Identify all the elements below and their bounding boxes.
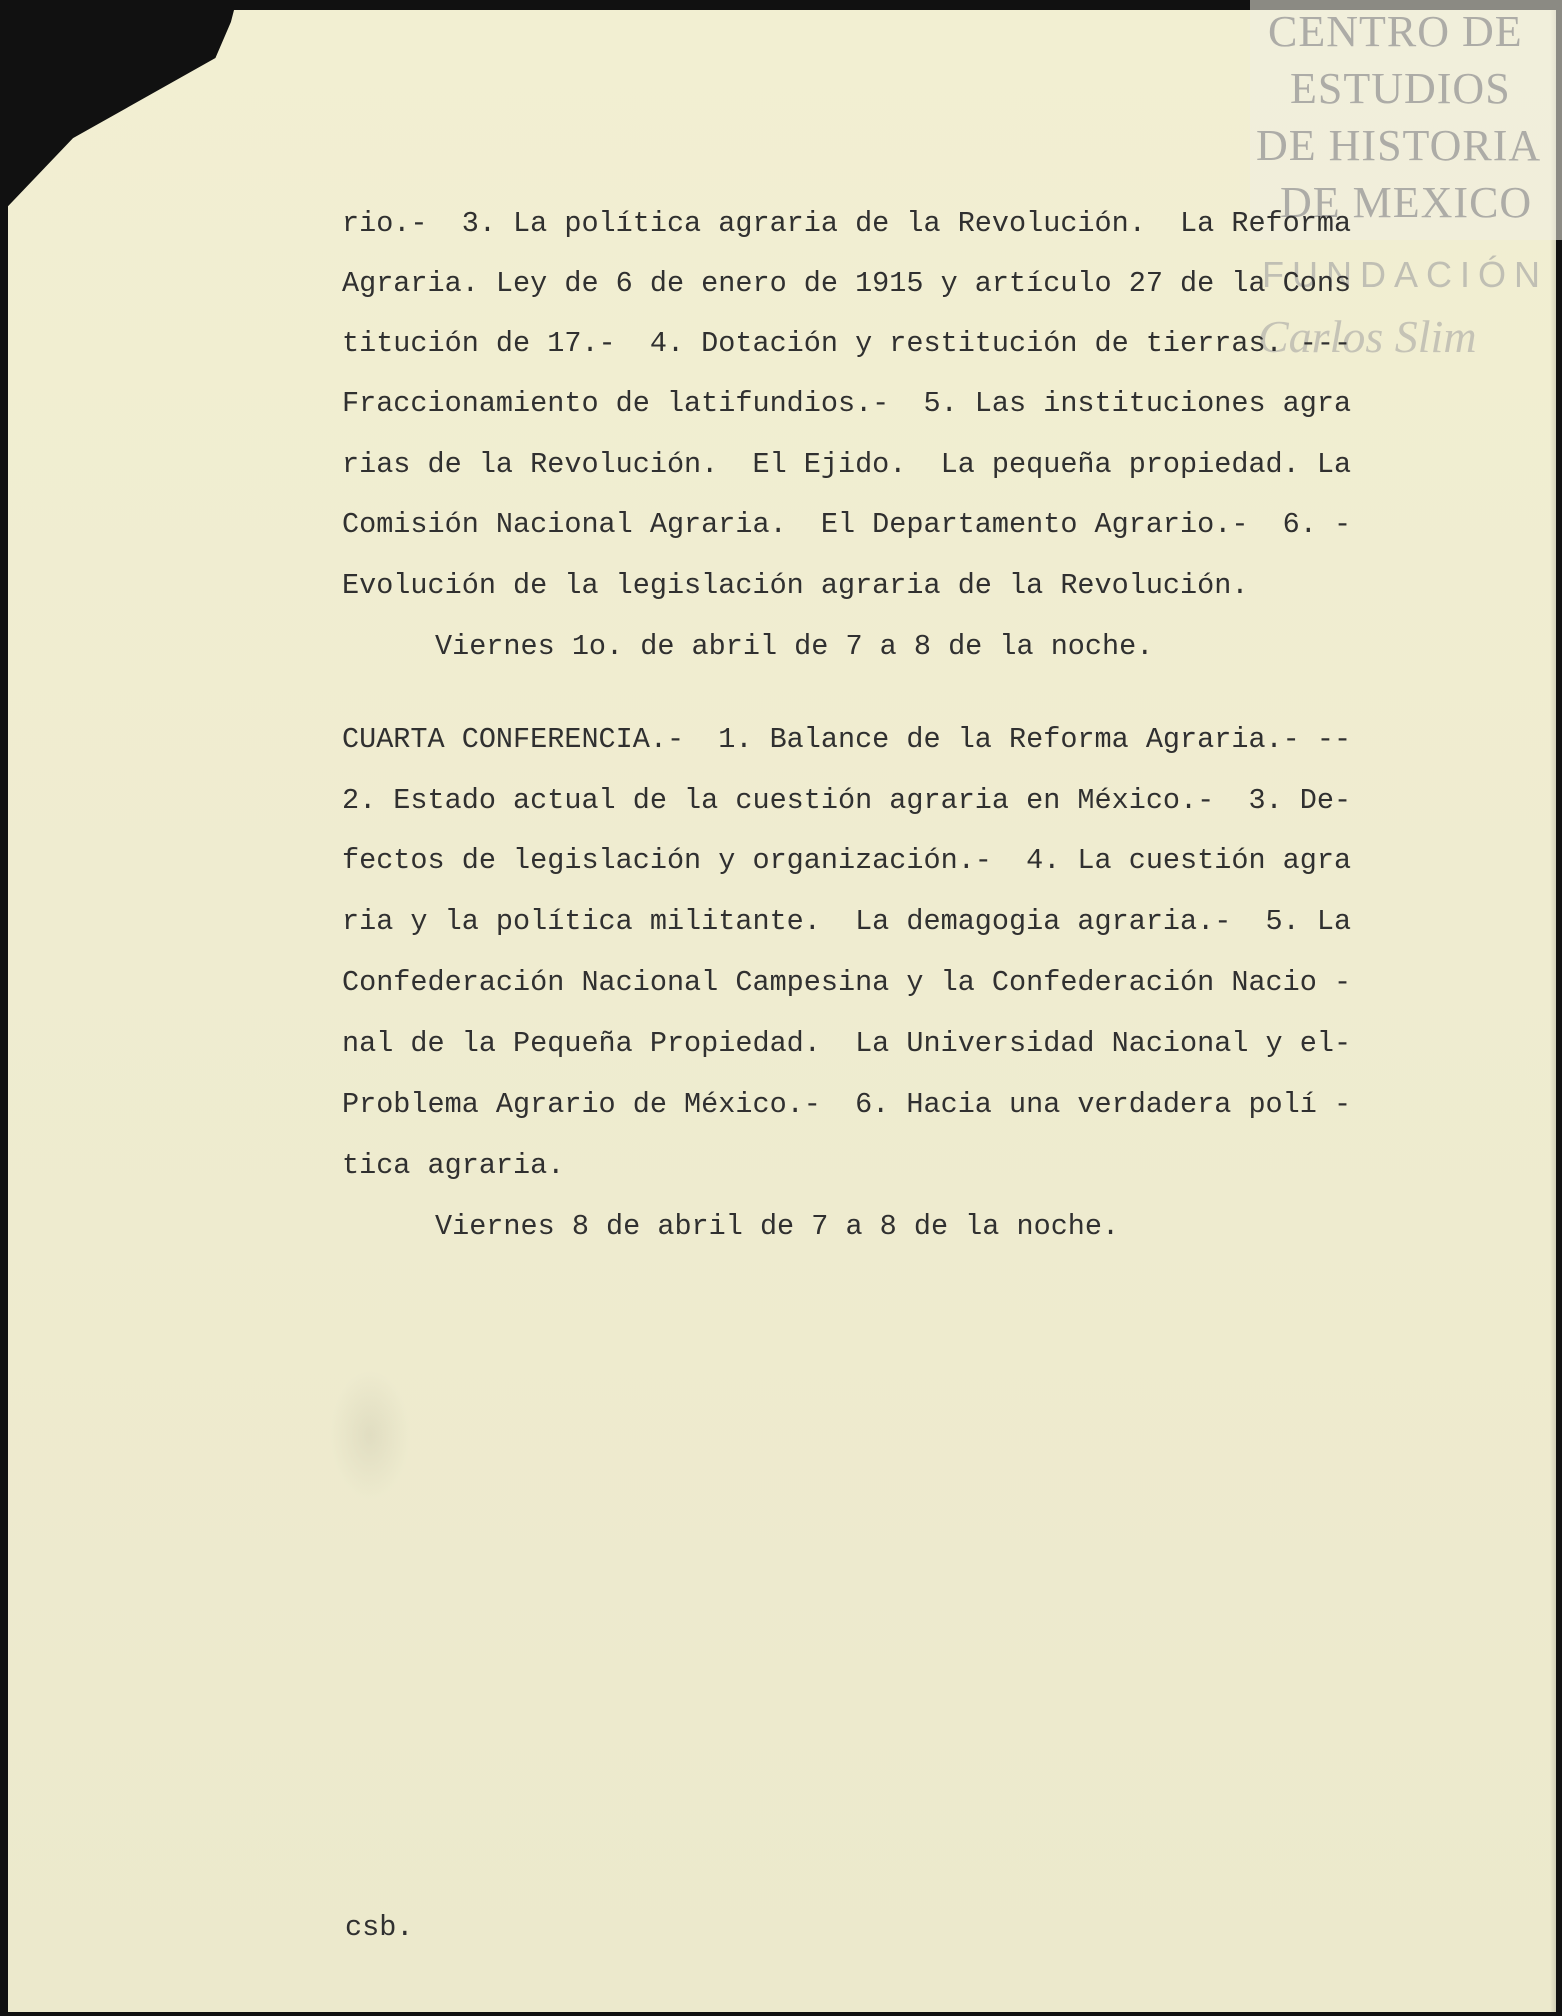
paragraph2-line-1: CUARTA CONFERENCIA.- 1. Balance de la Reforma Agraria.- -- (342, 723, 1352, 756)
paper-edge (1550, 10, 1556, 2012)
paragraph2-line-3: fectos de legislación y organización.- 4. La cuestión agra (342, 844, 1352, 877)
paragraph1-line-3: titución de 17.- 4. Dotación y restitución de tierras. --- (342, 327, 1352, 360)
date-line-2: Viernes 8 de abril de 7 a 8 de la noche. (435, 1210, 1120, 1243)
paragraph2-line-8: tica agraria. (342, 1149, 565, 1182)
paper-stain (330, 1370, 410, 1500)
paragraph2-line-2: 2. Estado actual de la cuestión agraria en México.- 3. De- (342, 784, 1352, 817)
watermark-line-5: FUNDACIÓN (1262, 254, 1548, 295)
watermark-line-4: DE MEXICO (1280, 178, 1533, 227)
paragraph1-line-4: Fraccionamiento de latifundios.- 5. Las instituciones agra (342, 387, 1352, 420)
watermark-line-2: ESTUDIOS (1290, 64, 1511, 113)
watermark-line-1: CENTRO DE (1268, 7, 1523, 56)
paragraph1-line-2: Agraria. Ley de 6 de enero de 1915 y artículo 27 de la Cons (342, 267, 1352, 300)
watermark-signature: Carlos Slim (1258, 311, 1477, 362)
watermark-line-3: DE HISTORIA (1256, 121, 1542, 170)
paragraph2-line-5: Confederación Nacional Campesina y la Confederación Nacio - (342, 966, 1352, 999)
paragraph2-line-4: ria y la política militante. La demagogia agraria.- 5. La (342, 905, 1352, 938)
date-line-1: Viernes 1o. de abril de 7 a 8 de la noche. (435, 630, 1154, 663)
paragraph1-line-7: Evolución de la legislación agraria de la Revolución. (342, 569, 1249, 602)
paragraph2-line-7: Problema Agrario de México.- 6. Hacia una verdadera polí - (342, 1088, 1352, 1121)
paragraph1-line-5: rias de la Revolución. El Ejido. La pequeña propiedad. La (342, 448, 1352, 481)
paragraph2-line-6: nal de la Pequeña Propiedad. La Universidad Nacional y el- (342, 1027, 1352, 1060)
paragraph1-line-6: Comisión Nacional Agraria. El Departamento Agrario.- 6. - (342, 508, 1352, 541)
typist-initials: csb. (345, 1911, 414, 1944)
paragraph1-line-1: rio.- 3. La política agraria de la Revolución. La Reforma (342, 207, 1352, 240)
